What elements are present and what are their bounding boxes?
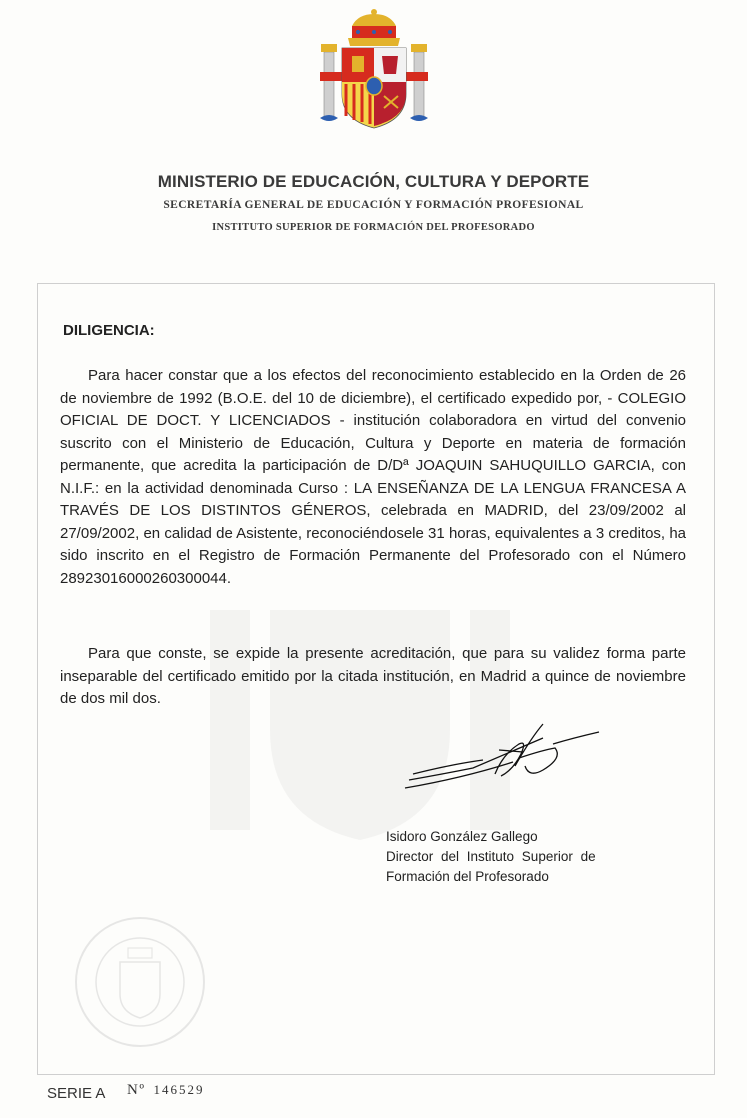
embossed-seal-icon bbox=[70, 912, 210, 1052]
paragraph-1-text: Para hacer constar que a los efectos del reconocimiento establecido en la Orden de 26 de noviembre de 1992 (B.O.E. del 10 de diciembre), el certificado expedido por, - COLEGIO OFICIAL DE DOCT. Y LICENCIADOS - institución colaboradora en virtud del convenio suscrito con el Ministerio de Educación, Cultura y Deporte en materia de formación permanente, que acredita la participación de D/Dª JOAQUIN SAHUQUILLO GARCIA, con N.I.F.: en la actividad denominada Curso : LA ENSEÑANZA DE LA LENGUA FRANCESA A TRAVÉS DE LOS DISTINTOS GÉNEROS, celebrada en MADRID, del 23/09/2002 al 27/09/2002, en calidad de Asistente, reconociéndosele 31 horas, equivalentes a 3 creditos, ha sido inscrito en el Registro de Formación Permanente del Profesorado con el Número 28923016000260300044. bbox=[60, 367, 686, 587]
number-digits: 146529 bbox=[153, 1082, 205, 1097]
diligencia-heading: DILIGENCIA: bbox=[63, 322, 155, 339]
signer-name: Isidoro González Gallego bbox=[386, 829, 538, 844]
signer-block bbox=[386, 827, 596, 887]
signer-title-line2: Formación del Profesorado bbox=[386, 869, 549, 884]
coat-of-arms-icon bbox=[318, 8, 430, 132]
signer-title-line1: Director del Instituto Superior de bbox=[386, 849, 596, 864]
serie-label: SERIE A bbox=[47, 1085, 106, 1102]
ministry-title: MINISTERIO DE EDUCACIÓN, CULTURA Y DEPORTE bbox=[157, 172, 590, 191]
secretaria-subtitle: SECRETARÍA GENERAL DE EDUCACIÓN Y FORMACIÓN PROFESIONAL bbox=[163, 199, 584, 211]
instituto-subtitle: INSTITUTO SUPERIOR DE FORMACIÓN DEL PROFESORADO bbox=[212, 222, 535, 233]
paragraph-2-text: Para que conste, se expide la presente acreditación, que para su validez forma parte inseparable del certificado emitido por la citada institución, en Madrid a quince de noviembre de dos mil dos. bbox=[60, 645, 686, 707]
number-prefix: Nº bbox=[127, 1082, 146, 1098]
serial-number bbox=[127, 1082, 204, 1099]
certification-paragraph bbox=[60, 365, 686, 590]
handwritten-signature bbox=[403, 718, 603, 796]
closing-paragraph bbox=[60, 643, 686, 711]
